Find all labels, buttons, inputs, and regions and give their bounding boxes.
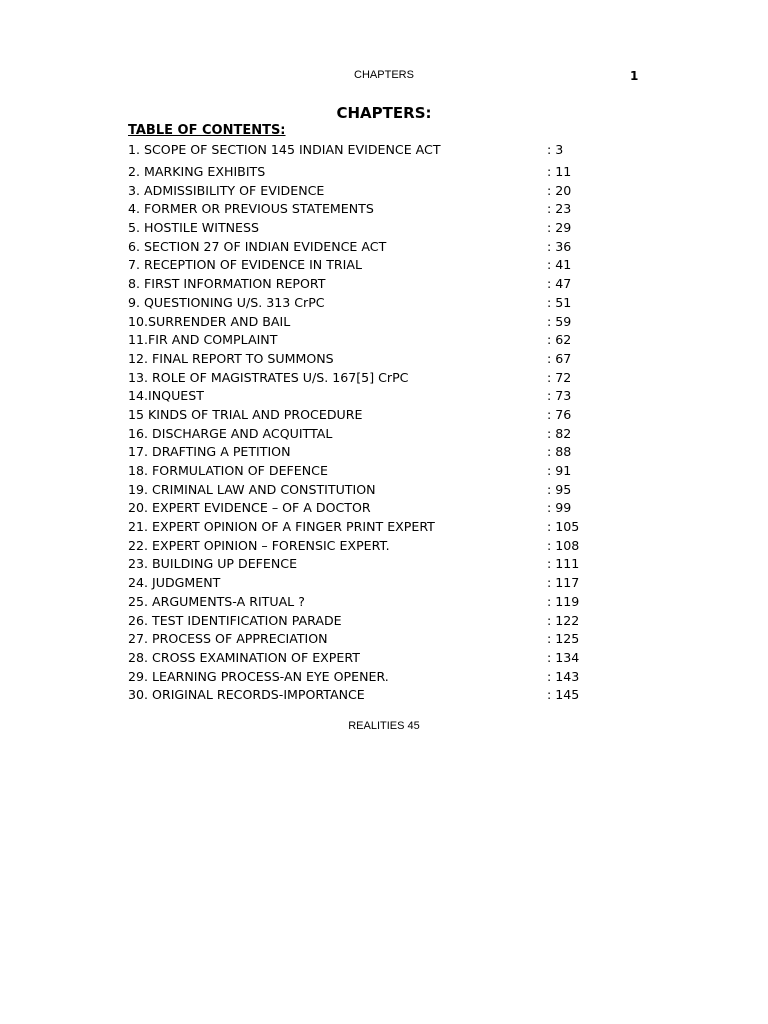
toc-entry: [128, 425, 608, 444]
toc-entry-title: 13. ROLE OF MAGISTRATES U/S. 167[5] CrPC: [128, 369, 409, 385]
toc-entry-page: : 20: [547, 182, 572, 198]
toc-entry: [128, 331, 608, 350]
toc-entry-title: 4. FORMER OR PREVIOUS STATEMENTS: [128, 201, 374, 217]
toc-entry: [128, 555, 608, 574]
toc-entry-title: 30. ORIGINAL RECORDS-IMPORTANCE: [128, 687, 365, 703]
toc-entry-page: : 11: [547, 164, 572, 179]
toc-entry-page: : 105: [547, 519, 580, 535]
toc-entry: [128, 182, 608, 201]
toc-entry: [128, 313, 608, 332]
toc-entry-page: : 82: [547, 425, 572, 441]
toc-entry-title: 28. CROSS EXAMINATION OF EXPERT: [128, 649, 360, 665]
toc-entry-title: 16. DISCHARGE AND ACQUITTAL: [128, 425, 333, 441]
toc-entry: [128, 518, 608, 537]
toc-entry-title: 21. EXPERT OPINION OF A FINGER PRINT EXPERT: [128, 519, 435, 535]
toc-entry-page: : 99: [547, 500, 572, 516]
toc-entry-page: : 111: [547, 556, 580, 572]
toc-entry: [128, 275, 608, 294]
toc-entry-page: : 125: [547, 631, 580, 647]
toc-entry-page: : 47: [547, 276, 572, 292]
toc-entry-page: : 76: [547, 406, 572, 422]
toc-entry-title: 29. LEARNING PROCESS-AN EYE OPENER.: [128, 668, 389, 684]
toc-entry-title: 14.INQUEST: [128, 388, 204, 404]
toc-entry-title: 24. JUDGMENT: [128, 575, 221, 591]
toc-entry-title: 25. ARGUMENTS-A RITUAL ?: [128, 593, 305, 609]
toc-entry-page: : 143: [547, 668, 580, 684]
toc-entry-title: 9. QUESTIONING U/S. 313 CrPC: [128, 294, 325, 310]
document-title: CHAPTERS:: [336, 104, 432, 122]
table-of-contents: [128, 141, 608, 705]
toc-entry: [128, 219, 608, 238]
toc-entry-page: : 145: [547, 687, 580, 703]
toc-entry-title: 10.SURRENDER AND BAIL: [128, 313, 291, 329]
toc-entry-page: : 91: [547, 463, 572, 478]
toc-entry-page: : 67: [547, 350, 572, 366]
toc-entry: [128, 406, 608, 425]
toc-entry-title: 26. TEST IDENTIFICATION PARADE: [128, 612, 342, 628]
toc-entry: [128, 668, 608, 687]
toc-entry-title: 17. DRAFTING A PETITION: [128, 444, 291, 460]
toc-entry-title: 11.FIR AND COMPLAINT: [128, 332, 278, 348]
toc-entry: [128, 141, 608, 163]
toc-heading: TABLE OF CONTENTS:: [128, 123, 286, 138]
toc-entry-title: 3. ADMISSIBILITY OF EVIDENCE: [128, 182, 325, 198]
toc-entry: [128, 686, 608, 705]
toc-entry-title: 1. SCOPE OF SECTION 145 INDIAN EVIDENCE ACT: [128, 142, 441, 157]
toc-entry-page: : 29: [547, 220, 572, 236]
toc-entry-page: : 41: [547, 257, 572, 273]
toc-entry: [128, 630, 608, 649]
toc-entry-page: : 122: [547, 612, 580, 628]
running-header: CHAPTERS: [354, 69, 414, 81]
toc-entry-title: 2. MARKING EXHIBITS: [128, 164, 266, 179]
toc-entry-page: : 72: [547, 369, 572, 385]
toc-entry-page: : 134: [547, 649, 580, 665]
toc-entry: [128, 574, 608, 593]
toc-entry-page: : 36: [547, 238, 572, 254]
toc-entry: [128, 256, 608, 275]
toc-entry-page: : 59: [547, 313, 572, 329]
toc-entry-title: 20. EXPERT EVIDENCE – OF A DOCTOR: [128, 500, 371, 516]
toc-entry-title: 22. EXPERT OPINION – FORENSIC EXPERT.: [128, 537, 390, 553]
toc-entry: [128, 612, 608, 631]
toc-entry: [128, 294, 608, 313]
toc-entry-title: 8. FIRST INFORMATION REPORT: [128, 276, 326, 292]
toc-entry-page: : 23: [547, 201, 572, 217]
toc-entry-title: 5. HOSTILE WITNESS: [128, 220, 260, 236]
toc-entry-page: : 51: [547, 294, 572, 310]
toc-entry: [128, 163, 608, 182]
running-footer: REALITIES 45: [348, 720, 420, 732]
toc-entry-page: : 88: [547, 444, 572, 460]
toc-entry-title: 15 KINDS OF TRIAL AND PROCEDURE: [128, 406, 363, 422]
toc-entry: [128, 537, 608, 556]
toc-entry: [128, 443, 608, 462]
toc-entry-title: 19. CRIMINAL LAW AND CONSTITUTION: [128, 481, 376, 497]
toc-entry-page: : 108: [547, 537, 580, 553]
toc-entry: [128, 649, 608, 668]
toc-entry-title: 18. FORMULATION OF DEFENCE: [128, 463, 328, 478]
toc-entry: [128, 200, 608, 219]
page-number: 1: [630, 69, 639, 83]
toc-entry-title: 6. SECTION 27 OF INDIAN EVIDENCE ACT: [128, 238, 387, 254]
toc-entry: [128, 462, 608, 481]
toc-entry-title: 23. BUILDING UP DEFENCE: [128, 556, 298, 572]
toc-entry: [128, 350, 608, 369]
toc-entry: [128, 593, 608, 612]
toc-entry-page: : 117: [547, 575, 580, 591]
toc-entry-page: : 62: [547, 332, 572, 348]
toc-entry-title: 7. RECEPTION OF EVIDENCE IN TRIAL: [128, 257, 363, 273]
toc-entry-page: : 73: [547, 388, 572, 404]
toc-entry: [128, 387, 608, 406]
toc-entry: [128, 238, 608, 257]
toc-entry-page: : 119: [547, 593, 580, 609]
toc-entry-title: 27. PROCESS OF APPRECIATION: [128, 631, 328, 647]
toc-entry-page: : 95: [547, 481, 572, 497]
toc-entry: [128, 481, 608, 500]
toc-entry: [128, 499, 608, 518]
toc-entry-page: : 3: [547, 142, 564, 157]
toc-entry-title: 12. FINAL REPORT TO SUMMONS: [128, 350, 334, 366]
toc-entry: [128, 369, 608, 388]
